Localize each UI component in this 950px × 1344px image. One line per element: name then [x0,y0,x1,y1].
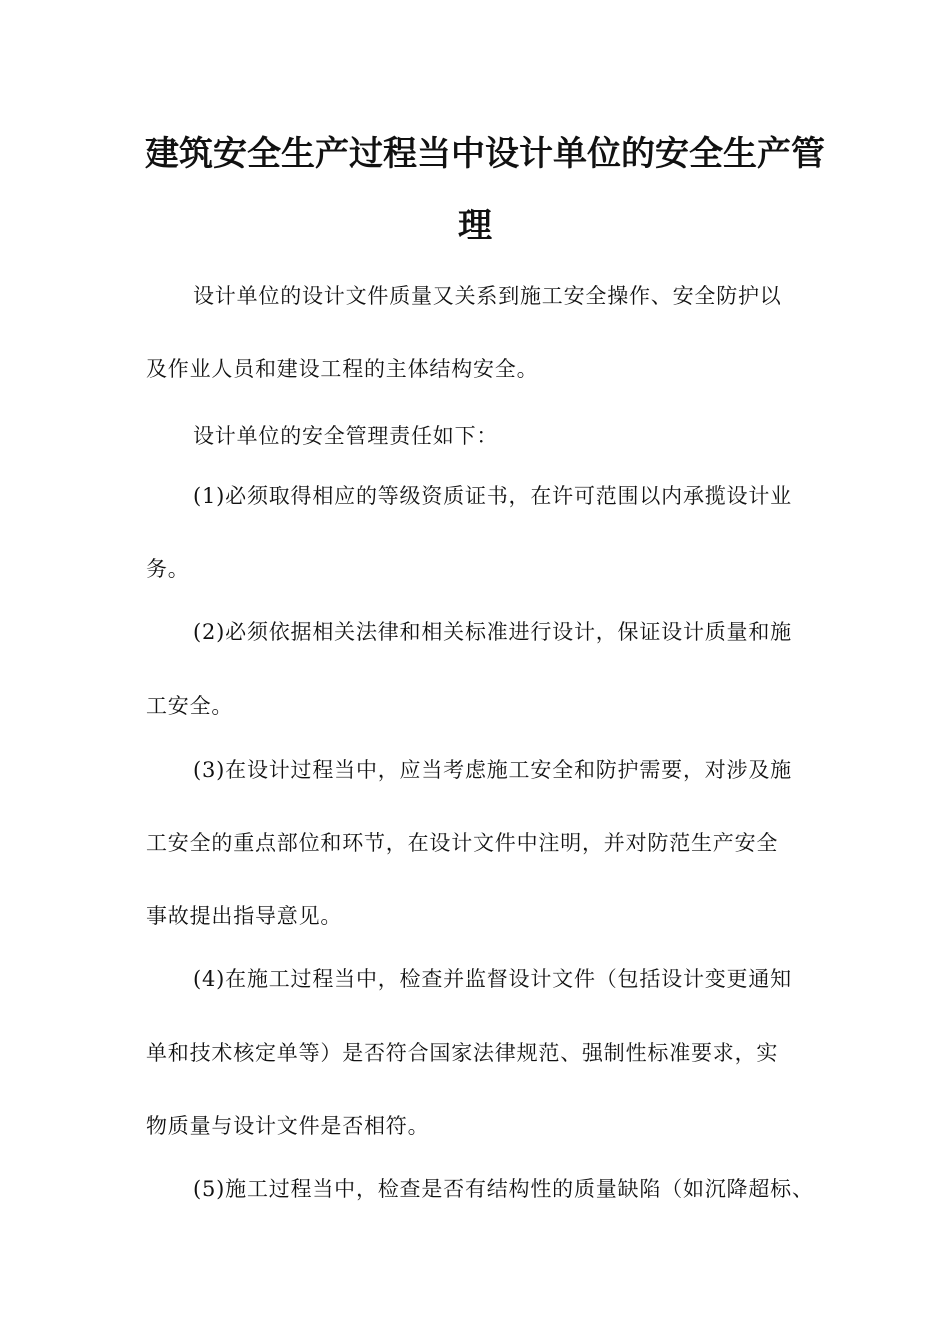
paragraph-7-line-1: (5)施工过程当中，检查是否有结构性的质量缺陷（如沉降超标、 [193,1177,814,1201]
paragraph-1-line-1: 设计单位的设计文件质量又关系到施工安全操作、安全防护以 [193,284,782,308]
paragraph-4-line-2: 工安全。 [146,694,234,718]
paragraph-3-line-2: 务。 [146,557,190,581]
paragraph-5-line-2: 工安全的重点部位和环节，在设计文件中注明，并对防范生产安全 [146,831,779,855]
paragraph-2-line-1: 设计单位的安全管理责任如下： [193,424,499,448]
paragraph-5-line-1: (3)在设计过程当中，应当考虑施工安全和防护需要，对涉及施 [193,758,792,782]
paragraph-4-line-1: (2)必须依据相关法律和相关标准进行设计，保证设计质量和施 [193,620,792,644]
paragraph-6-line-2: 单和技术核定单等）是否符合国家法律规范、强制性标准要求，实 [146,1041,779,1065]
document-title-line-1: 建筑安全生产过程当中设计单位的安全生产管 [145,134,825,174]
paragraph-6-line-3: 物质量与设计文件是否相符。 [146,1114,430,1138]
paragraph-5-line-3: 事故提出指导意见。 [146,904,343,928]
paragraph-1-line-2: 及作业人员和建设工程的主体结构安全。 [146,357,539,381]
paragraph-3-line-1: (1)必须取得相应的等级资质证书，在许可范围以内承揽设计业 [193,484,792,508]
paragraph-6-line-1: (4)在施工过程当中，检查并监督设计文件（包括设计变更通知 [193,967,792,991]
document-title-line-2: 理 [458,206,492,246]
